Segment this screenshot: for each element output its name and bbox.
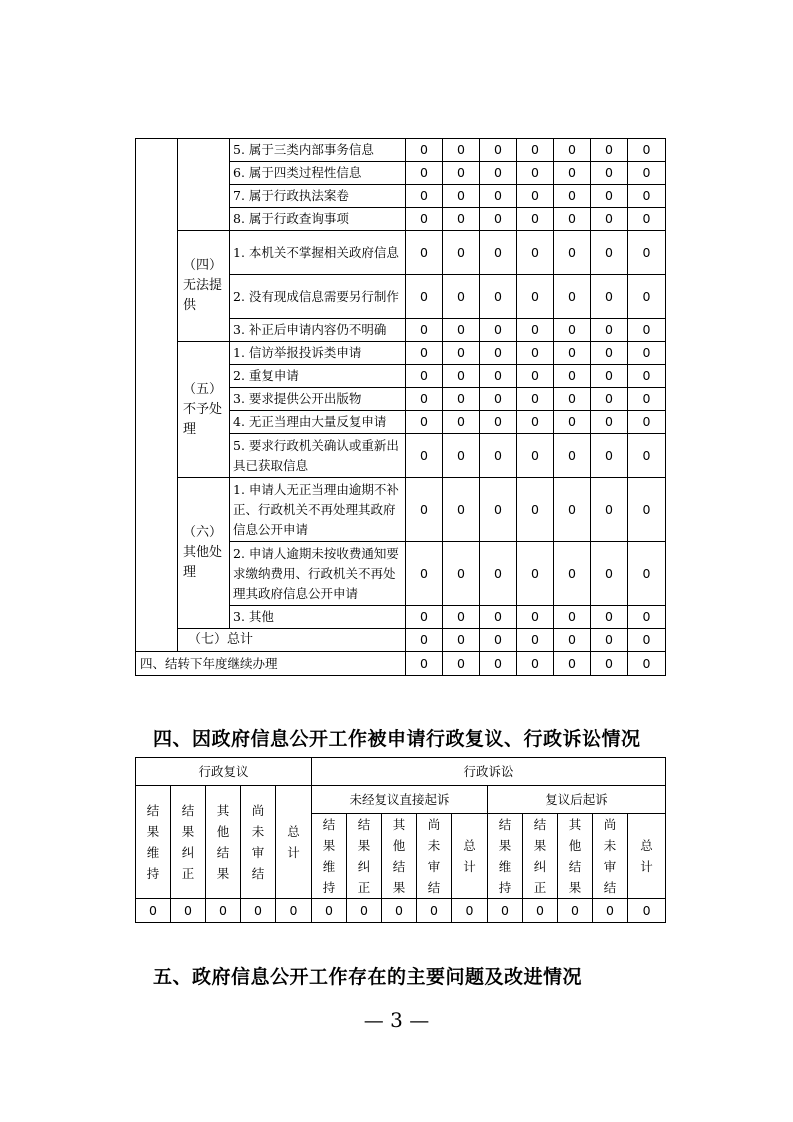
value-cell: 0 bbox=[443, 365, 480, 388]
value-cell: 0 bbox=[171, 899, 206, 923]
table-row bbox=[136, 478, 666, 542]
value-cell: 0 bbox=[480, 231, 517, 275]
value-cell: 0 bbox=[382, 899, 417, 923]
page-number: — 3 — bbox=[363, 1008, 430, 1032]
value-cell: 0 bbox=[554, 411, 591, 434]
value-cell: 0 bbox=[241, 899, 276, 923]
value-cell: 0 bbox=[406, 542, 443, 606]
value-cell: 0 bbox=[443, 139, 480, 162]
value-cell: 0 bbox=[554, 231, 591, 275]
value-cell: 0 bbox=[406, 411, 443, 434]
value-cell: 0 bbox=[628, 411, 666, 434]
row-label: 1. 本机关不掌握相关政府信息 bbox=[230, 231, 406, 275]
value-cell: 0 bbox=[517, 652, 554, 676]
value-cell: 0 bbox=[591, 434, 628, 478]
value-cell: 0 bbox=[628, 208, 666, 231]
value-cell: 0 bbox=[480, 411, 517, 434]
review-col-1: 结果维持 bbox=[136, 786, 171, 899]
value-cell: 0 bbox=[591, 411, 628, 434]
value-cell: 0 bbox=[406, 231, 443, 275]
value-cell: 0 bbox=[591, 478, 628, 542]
value-cell: 0 bbox=[406, 185, 443, 208]
value-cell: 0 bbox=[591, 629, 628, 652]
table-row bbox=[136, 342, 666, 365]
row-label: 8. 属于行政查询事项 bbox=[230, 208, 406, 231]
category-cell: （六）其他处理 bbox=[178, 478, 230, 629]
value-cell: 0 bbox=[628, 652, 666, 676]
value-cell: 0 bbox=[517, 478, 554, 542]
value-cell: 0 bbox=[591, 365, 628, 388]
value-cell: 0 bbox=[554, 542, 591, 606]
value-cell: 0 bbox=[276, 899, 312, 923]
row-label: 3. 补正后申请内容仍不明确 bbox=[230, 319, 406, 342]
value-cell: 0 bbox=[554, 652, 591, 676]
value-cell: 0 bbox=[517, 365, 554, 388]
value-cell: 0 bbox=[452, 899, 488, 923]
direct-col-4: 尚未审结 bbox=[417, 814, 452, 899]
value-cell: 0 bbox=[554, 342, 591, 365]
value-cell: 0 bbox=[443, 411, 480, 434]
value-cell: 0 bbox=[591, 231, 628, 275]
value-cell: 0 bbox=[558, 899, 593, 923]
value-cell: 0 bbox=[554, 208, 591, 231]
row-label: 6. 属于四类过程性信息 bbox=[230, 162, 406, 185]
value-cell: 0 bbox=[206, 899, 241, 923]
value-cell: 0 bbox=[443, 342, 480, 365]
value-cell: 0 bbox=[593, 899, 628, 923]
direct-litigation-header: 未经复议直接起诉 bbox=[312, 786, 488, 814]
after-col-1: 结果维持 bbox=[488, 814, 523, 899]
value-cell: 0 bbox=[443, 629, 480, 652]
value-cell: 0 bbox=[517, 606, 554, 629]
value-cell: 0 bbox=[406, 434, 443, 478]
after-review-header: 复议后起诉 bbox=[488, 786, 666, 814]
value-cell: 0 bbox=[480, 629, 517, 652]
value-cell: 0 bbox=[443, 185, 480, 208]
value-cell: 0 bbox=[417, 899, 452, 923]
direct-col-1: 结果维持 bbox=[312, 814, 347, 899]
value-cell: 0 bbox=[517, 388, 554, 411]
value-cell: 0 bbox=[312, 899, 347, 923]
total-label: （七）总计 bbox=[178, 629, 406, 652]
review-col-2: 结果纠正 bbox=[171, 786, 206, 899]
table-row bbox=[136, 629, 666, 652]
value-cell: 0 bbox=[480, 342, 517, 365]
value-cell: 0 bbox=[554, 319, 591, 342]
direct-col-5: 总计 bbox=[452, 814, 488, 899]
value-cell: 0 bbox=[443, 388, 480, 411]
direct-col-2: 结果纠正 bbox=[347, 814, 382, 899]
value-cell: 0 bbox=[406, 162, 443, 185]
value-cell: 0 bbox=[554, 275, 591, 319]
table-row bbox=[136, 652, 666, 676]
review-col-5: 总计 bbox=[276, 786, 312, 899]
value-cell: 0 bbox=[443, 231, 480, 275]
row-label: 5. 属于三类内部事务信息 bbox=[230, 139, 406, 162]
value-cell: 0 bbox=[591, 319, 628, 342]
admin-review-header: 行政复议 bbox=[136, 758, 312, 786]
value-cell: 0 bbox=[517, 231, 554, 275]
value-cell: 0 bbox=[517, 208, 554, 231]
row-label: 2. 申请人逾期未按收费通知要求缴纳费用、行政机关不再处理其政府信息公开申请 bbox=[230, 542, 406, 606]
value-cell: 0 bbox=[406, 365, 443, 388]
value-cell: 0 bbox=[554, 388, 591, 411]
value-cell: 0 bbox=[517, 162, 554, 185]
value-cell: 0 bbox=[443, 162, 480, 185]
value-cell: 0 bbox=[554, 629, 591, 652]
value-cell: 0 bbox=[406, 478, 443, 542]
value-cell: 0 bbox=[554, 478, 591, 542]
value-cell: 0 bbox=[480, 162, 517, 185]
value-cell: 0 bbox=[628, 629, 666, 652]
value-cell: 0 bbox=[554, 365, 591, 388]
value-cell: 0 bbox=[591, 652, 628, 676]
value-cell: 0 bbox=[628, 365, 666, 388]
direct-col-3: 其他结果 bbox=[382, 814, 417, 899]
value-cell: 0 bbox=[591, 275, 628, 319]
value-cell: 0 bbox=[347, 899, 382, 923]
value-cell: 0 bbox=[628, 478, 666, 542]
value-cell: 0 bbox=[480, 542, 517, 606]
value-cell: 0 bbox=[523, 899, 558, 923]
value-cell: 0 bbox=[628, 342, 666, 365]
value-cell: 0 bbox=[443, 652, 480, 676]
value-cell: 0 bbox=[628, 388, 666, 411]
value-cell: 0 bbox=[628, 542, 666, 606]
value-cell: 0 bbox=[480, 365, 517, 388]
category-cell: （五）不予处理 bbox=[178, 342, 230, 478]
value-cell: 0 bbox=[628, 139, 666, 162]
category-cell bbox=[178, 139, 230, 231]
value-cell: 0 bbox=[628, 319, 666, 342]
after-col-5: 总计 bbox=[628, 814, 666, 899]
value-cell: 0 bbox=[443, 542, 480, 606]
row-label: 1. 申请人无正当理由逾期不补正、行政机关不再处理其政府信息公开申请 bbox=[230, 478, 406, 542]
row-label: 3. 其他 bbox=[230, 606, 406, 629]
row-label: 2. 重复申请 bbox=[230, 365, 406, 388]
value-cell: 0 bbox=[480, 478, 517, 542]
value-cell: 0 bbox=[443, 319, 480, 342]
value-cell: 0 bbox=[554, 139, 591, 162]
value-cell: 0 bbox=[591, 185, 628, 208]
carryover-label: 四、结转下年度继续办理 bbox=[136, 652, 406, 676]
after-col-3: 其他结果 bbox=[558, 814, 593, 899]
value-cell: 0 bbox=[517, 434, 554, 478]
value-cell: 0 bbox=[136, 899, 171, 923]
value-cell: 0 bbox=[628, 162, 666, 185]
category-cell: （四）无法提供 bbox=[178, 231, 230, 342]
value-cell: 0 bbox=[406, 319, 443, 342]
value-cell: 0 bbox=[480, 319, 517, 342]
application-handling-table bbox=[135, 138, 666, 676]
value-cell: 0 bbox=[554, 434, 591, 478]
row-label: 2. 没有现成信息需要另行制作 bbox=[230, 275, 406, 319]
value-cell: 0 bbox=[591, 208, 628, 231]
value-cell: 0 bbox=[628, 606, 666, 629]
value-cell: 0 bbox=[406, 606, 443, 629]
after-col-2: 结果纠正 bbox=[523, 814, 558, 899]
section-5-title: 五、政府信息公开工作存在的主要问题及改进情况 bbox=[153, 966, 583, 988]
value-cell: 0 bbox=[591, 139, 628, 162]
value-cell: 0 bbox=[443, 606, 480, 629]
value-cell: 0 bbox=[480, 606, 517, 629]
value-cell: 0 bbox=[554, 606, 591, 629]
section-4-title: 四、因政府信息公开工作被申请行政复议、行政诉讼情况 bbox=[153, 728, 641, 750]
value-cell: 0 bbox=[406, 208, 443, 231]
table-row bbox=[136, 899, 666, 923]
value-cell: 0 bbox=[480, 434, 517, 478]
value-cell: 0 bbox=[591, 342, 628, 365]
value-cell: 0 bbox=[628, 185, 666, 208]
value-cell: 0 bbox=[488, 899, 523, 923]
value-cell: 0 bbox=[517, 139, 554, 162]
value-cell: 0 bbox=[406, 139, 443, 162]
row-label: 1. 信访举报投诉类申请 bbox=[230, 342, 406, 365]
outer-category-cell bbox=[136, 139, 178, 652]
value-cell: 0 bbox=[517, 629, 554, 652]
value-cell: 0 bbox=[480, 652, 517, 676]
value-cell: 0 bbox=[554, 162, 591, 185]
value-cell: 0 bbox=[517, 342, 554, 365]
value-cell: 0 bbox=[517, 319, 554, 342]
value-cell: 0 bbox=[406, 629, 443, 652]
value-cell: 0 bbox=[554, 185, 591, 208]
value-cell: 0 bbox=[406, 652, 443, 676]
value-cell: 0 bbox=[591, 542, 628, 606]
value-cell: 0 bbox=[628, 899, 666, 923]
value-cell: 0 bbox=[628, 434, 666, 478]
value-cell: 0 bbox=[480, 185, 517, 208]
row-label: 4. 无正当理由大量反复申请 bbox=[230, 411, 406, 434]
row-label: 5. 要求行政机关确认或重新出具已获取信息 bbox=[230, 434, 406, 478]
value-cell: 0 bbox=[517, 411, 554, 434]
value-cell: 0 bbox=[406, 342, 443, 365]
value-cell: 0 bbox=[517, 275, 554, 319]
review-col-3: 其他结果 bbox=[206, 786, 241, 899]
value-cell: 0 bbox=[591, 606, 628, 629]
value-cell: 0 bbox=[480, 139, 517, 162]
admin-litigation-header: 行政诉讼 bbox=[312, 758, 666, 786]
value-cell: 0 bbox=[443, 478, 480, 542]
value-cell: 0 bbox=[480, 275, 517, 319]
row-label: 7. 属于行政执法案卷 bbox=[230, 185, 406, 208]
row-label: 3. 要求提供公开出版物 bbox=[230, 388, 406, 411]
value-cell: 0 bbox=[517, 542, 554, 606]
value-cell: 0 bbox=[591, 162, 628, 185]
review-litigation-table bbox=[135, 757, 666, 923]
value-cell: 0 bbox=[628, 231, 666, 275]
table-row bbox=[136, 139, 666, 162]
value-cell: 0 bbox=[591, 388, 628, 411]
value-cell: 0 bbox=[443, 275, 480, 319]
value-cell: 0 bbox=[480, 388, 517, 411]
value-cell: 0 bbox=[628, 275, 666, 319]
value-cell: 0 bbox=[406, 388, 443, 411]
value-cell: 0 bbox=[517, 185, 554, 208]
table-row bbox=[136, 231, 666, 275]
value-cell: 0 bbox=[443, 208, 480, 231]
value-cell: 0 bbox=[443, 434, 480, 478]
value-cell: 0 bbox=[480, 208, 517, 231]
value-cell: 0 bbox=[406, 275, 443, 319]
after-col-4: 尚未审结 bbox=[593, 814, 628, 899]
review-col-4: 尚未审结 bbox=[241, 786, 276, 899]
